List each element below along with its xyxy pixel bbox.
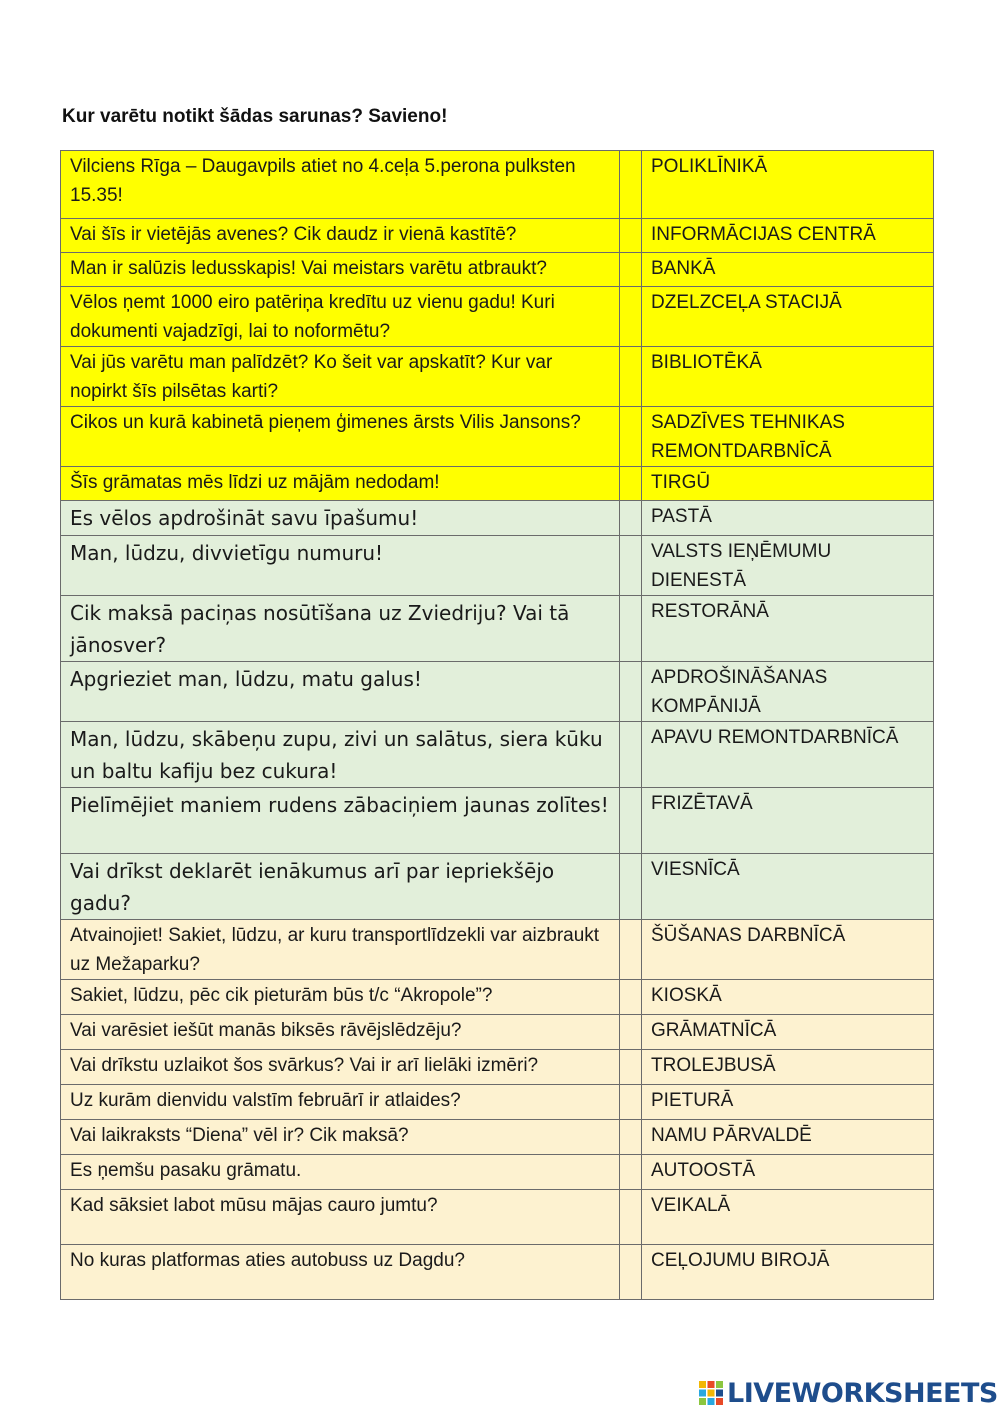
question-cell: Pielīmējiet maniem rudens zābaciņiem jaunas zolītes!: [61, 788, 620, 854]
table-row: [61, 1015, 934, 1050]
match-slot[interactable]: [620, 536, 642, 596]
answer-cell: GRĀMATNĪCĀ: [642, 1015, 934, 1050]
answer-cell: BANKĀ: [642, 253, 934, 287]
answer-cell: RESTORĀNĀ: [642, 596, 934, 662]
match-slot[interactable]: [620, 253, 642, 287]
match-slot[interactable]: [620, 722, 642, 788]
question-cell: Vai laikraksts “Diena” vēl ir? Cik maksā?: [61, 1120, 620, 1155]
answer-cell: APDROŠINĀŠANAS KOMPĀNIJĀ: [642, 662, 934, 722]
worksheet-title: Kur varētu notikt šādas sarunas? Savieno!: [62, 106, 448, 127]
answer-cell: AUTOOSTĀ: [642, 1155, 934, 1190]
answer-cell: FRIZĒTAVĀ: [642, 788, 934, 854]
match-slot[interactable]: [620, 1015, 642, 1050]
table-row: [61, 788, 934, 854]
match-slot[interactable]: [620, 501, 642, 536]
table-row: [61, 536, 934, 596]
answer-cell: KIOSKĀ: [642, 980, 934, 1015]
question-cell: No kuras platformas aties autobuss uz Dagdu?: [61, 1245, 620, 1300]
answer-cell: APAVU REMONTDARBNĪCĀ: [642, 722, 934, 788]
question-cell: Vilciens Rīga – Daugavpils atiet no 4.ceļa 5.perona pulksten 15.35!: [61, 151, 620, 219]
match-slot[interactable]: [620, 662, 642, 722]
question-cell: Vai varēsiet iešūt manās biksēs rāvējslēdzēju?: [61, 1015, 620, 1050]
match-slot[interactable]: [620, 151, 642, 219]
question-cell: Sakiet, lūdzu, pēc cik pieturām būs t/c “Akropole”?: [61, 980, 620, 1015]
match-slot[interactable]: [620, 1155, 642, 1190]
question-cell: Šīs grāmatas mēs līdzi uz mājām nedodam!: [61, 467, 620, 501]
question-cell: Vēlos ņemt 1000 eiro patēriņa kredītu uz vienu gadu! Kuri dokumenti vajadzīgi, lai to noformētu?: [61, 287, 620, 347]
question-cell: Atvainojiet! Sakiet, lūdzu, ar kuru transportlīdzekli var aizbraukt uz Mežaparku?: [61, 920, 620, 980]
answer-cell: VALSTS IEŅĒMUMU DIENESTĀ: [642, 536, 934, 596]
answer-cell: BIBLIOTĒKĀ: [642, 347, 934, 407]
question-cell: Kad sāksiet labot mūsu mājas cauro jumtu?: [61, 1190, 620, 1245]
question-cell: Vai jūs varētu man palīdzēt? Ko šeit var apskatīt? Kur var nopirkt šīs pilsētas karti?: [61, 347, 620, 407]
table-row: [61, 347, 934, 407]
question-cell: Man, lūdzu, skābeņu zupu, zivi un salātus, siera kūku un baltu kafiju bez cukura!: [61, 722, 620, 788]
liveworksheets-logo-icon: [698, 1380, 724, 1406]
table-row: [61, 1120, 934, 1155]
match-slot[interactable]: [620, 980, 642, 1015]
table-row: [61, 1050, 934, 1085]
table-row: [61, 1085, 934, 1120]
table-row: [61, 662, 934, 722]
match-slot[interactable]: [620, 219, 642, 253]
table-row: [61, 854, 934, 920]
answer-cell: VIESNĪCĀ: [642, 854, 934, 920]
table-row: [61, 1190, 934, 1245]
question-cell: Vai šīs ir vietējās avenes? Cik daudz ir vienā kastītē?: [61, 219, 620, 253]
answer-cell: CEĻOJUMU BIROJĀ: [642, 1245, 934, 1300]
question-cell: Es ņemšu pasaku grāmatu.: [61, 1155, 620, 1190]
match-slot[interactable]: [620, 1085, 642, 1120]
match-slot[interactable]: [620, 596, 642, 662]
match-slot[interactable]: [620, 1190, 642, 1245]
answer-cell: PIETURĀ: [642, 1085, 934, 1120]
match-slot[interactable]: [620, 467, 642, 501]
table-row: [61, 920, 934, 980]
question-cell: Uz kurām dienvidu valstīm februārī ir atlaides?: [61, 1085, 620, 1120]
question-cell: Es vēlos apdrošināt savu īpašumu!: [61, 501, 620, 536]
table-row: [61, 1245, 934, 1300]
table-row: [61, 219, 934, 253]
match-slot[interactable]: [620, 854, 642, 920]
match-slot[interactable]: [620, 788, 642, 854]
answer-cell: VEIKALĀ: [642, 1190, 934, 1245]
question-cell: Cik maksā paciņas nosūtīšana uz Zviedriju? Vai tā jānosver?: [61, 596, 620, 662]
brand-label: LIVEWORKSHEETS: [727, 1377, 998, 1409]
table-row: [61, 407, 934, 467]
liveworksheets-brand: [698, 1376, 998, 1410]
answer-cell: PASTĀ: [642, 501, 934, 536]
answer-cell: TIRGŪ: [642, 467, 934, 501]
question-cell: Vai drīkstu uzlaikot šos svārkus? Vai ir arī lielāki izmēri?: [61, 1050, 620, 1085]
question-cell: Man, lūdzu, divvietīgu numuru!: [61, 536, 620, 596]
table-row: [61, 596, 934, 662]
match-slot[interactable]: [620, 1050, 642, 1085]
match-slot[interactable]: [620, 347, 642, 407]
table-row: [61, 501, 934, 536]
match-slot[interactable]: [620, 920, 642, 980]
table-row: [61, 151, 934, 219]
table-row: [61, 253, 934, 287]
table-row: [61, 980, 934, 1015]
answer-cell: TROLEJBUSĀ: [642, 1050, 934, 1085]
match-slot[interactable]: [620, 287, 642, 347]
matching-table: [60, 150, 934, 1300]
answer-cell: ŠŪŠANAS DARBNĪCĀ: [642, 920, 934, 980]
question-cell: Apgrieziet man, lūdzu, matu galus!: [61, 662, 620, 722]
answer-cell: DZELZCEĻA STACIJĀ: [642, 287, 934, 347]
match-slot[interactable]: [620, 1245, 642, 1300]
answer-cell: SADZĪVES TEHNIKAS REMONTDARBNĪCĀ: [642, 407, 934, 467]
answer-cell: POLIKLĪNIKĀ: [642, 151, 934, 219]
question-cell: Vai drīkst deklarēt ienākumus arī par iepriekšējo gadu?: [61, 854, 620, 920]
table-row: [61, 1155, 934, 1190]
answer-cell: NAMU PĀRVALDĒ: [642, 1120, 934, 1155]
answer-cell: INFORMĀCIJAS CENTRĀ: [642, 219, 934, 253]
table-row: [61, 722, 934, 788]
match-slot[interactable]: [620, 407, 642, 467]
table-row: [61, 467, 934, 501]
question-cell: Cikos un kurā kabinetā pieņem ģimenes ārsts Vilis Jansons?: [61, 407, 620, 467]
table-row: [61, 287, 934, 347]
question-cell: Man ir salūzis ledusskapis! Vai meistars varētu atbraukt?: [61, 253, 620, 287]
match-slot[interactable]: [620, 1120, 642, 1155]
